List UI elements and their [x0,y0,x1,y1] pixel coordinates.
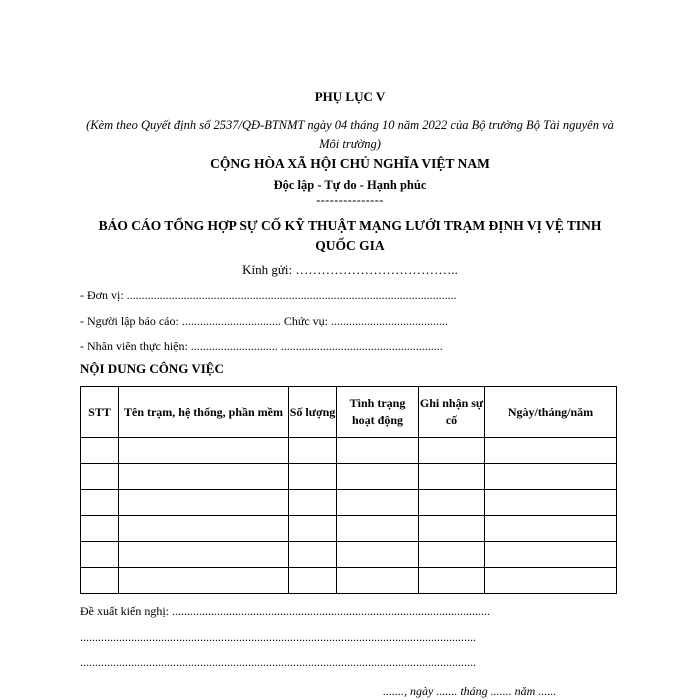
table-row [81,438,617,464]
table-cell[interactable] [337,516,419,542]
table-cell[interactable] [485,438,617,464]
table-cell[interactable] [337,464,419,490]
header-stt: STT [81,387,119,438]
section-title: NỘI DUNG CÔNG VIỆC [80,361,224,376]
national-motto: Độc lập - Tự do - Hạnh phúc [273,178,427,192]
table-cell[interactable] [419,568,485,594]
header-incident-record: Ghi nhận sự cố [419,387,485,438]
header-status: Tình trạng hoạt động [337,387,419,438]
table-cell[interactable] [289,490,337,516]
table-cell[interactable] [289,516,337,542]
table-cell[interactable] [485,568,617,594]
table-header-row [81,387,617,438]
appendix-title: PHỤ LỤC V [314,89,386,104]
table-cell[interactable] [81,464,119,490]
table-row [81,542,617,568]
table-cell[interactable] [419,516,485,542]
table-cell[interactable] [419,464,485,490]
table-cell[interactable] [81,542,119,568]
report-title: BÁO CÁO TỔNG HỢP SỰ CỐ KỸ THUẬT MẠNG LƯỚI TRẠM ĐỊNH VỊ VỆ TINH QUỐC GIA [98,218,602,253]
table-cell[interactable] [81,438,119,464]
table-cell[interactable] [485,490,617,516]
table-cell[interactable] [289,568,337,594]
table-cell[interactable] [419,490,485,516]
table-cell[interactable] [485,464,617,490]
table-cell[interactable] [419,542,485,568]
table-cell[interactable] [419,438,485,464]
table-cell[interactable] [485,516,617,542]
header-quantity: Số lượng [289,387,337,438]
header-date: Ngày/tháng/năm [485,387,617,438]
table-cell[interactable] [337,568,419,594]
proposal-continuation-line: .................................................................................................................................... [80,630,476,644]
table-row [81,464,617,490]
table-cell[interactable] [119,464,289,490]
table-cell[interactable] [337,542,419,568]
decision-note: (Kèm theo Quyết định số 2537/QĐ-BTNMT ngày 04 tháng 10 năm 2022 của Bộ trưởng Bộ Tài nguyên và Môi trường) [86,118,614,151]
table-cell[interactable] [289,542,337,568]
recipient-line: Kính gửi: ……………………………….. [242,262,458,277]
table-cell[interactable] [81,568,119,594]
header-station-name: Tên trạm, hệ thống, phần mềm [119,387,289,438]
table-row [81,490,617,516]
reporter-field: - Người lập báo cáo: ................................. Chức vụ: ....................................... [80,314,448,328]
table-cell[interactable] [81,490,119,516]
date-line: ......., ngày ....... tháng ....... năm ...... [383,684,557,698]
table-cell[interactable] [119,542,289,568]
table-cell[interactable] [485,542,617,568]
unit-field: - Đơn vị: .............................................................................................................. [80,288,457,302]
table-cell[interactable] [119,438,289,464]
table-cell[interactable] [337,438,419,464]
table-cell[interactable] [119,516,289,542]
table-cell[interactable] [289,438,337,464]
table-cell[interactable] [337,490,419,516]
table-row [81,568,617,594]
table-row [81,516,617,542]
country-name: CỘNG HÒA XÃ HỘI CHỦ NGHĨA VIỆT NAM [210,156,490,171]
table-cell[interactable] [119,490,289,516]
incident-table [80,386,617,594]
proposal-field: Đề xuất kiến nghị: .......................................................................................................... [80,604,490,618]
motto-separator: --------------- [316,193,384,207]
table-cell[interactable] [119,568,289,594]
proposal-continuation-line: .................................................................................................................................... [80,655,476,669]
table-cell[interactable] [81,516,119,542]
staff-field: - Nhân viên thực hiện: ............................. ...................................................... [80,339,443,353]
table-cell[interactable] [289,464,337,490]
